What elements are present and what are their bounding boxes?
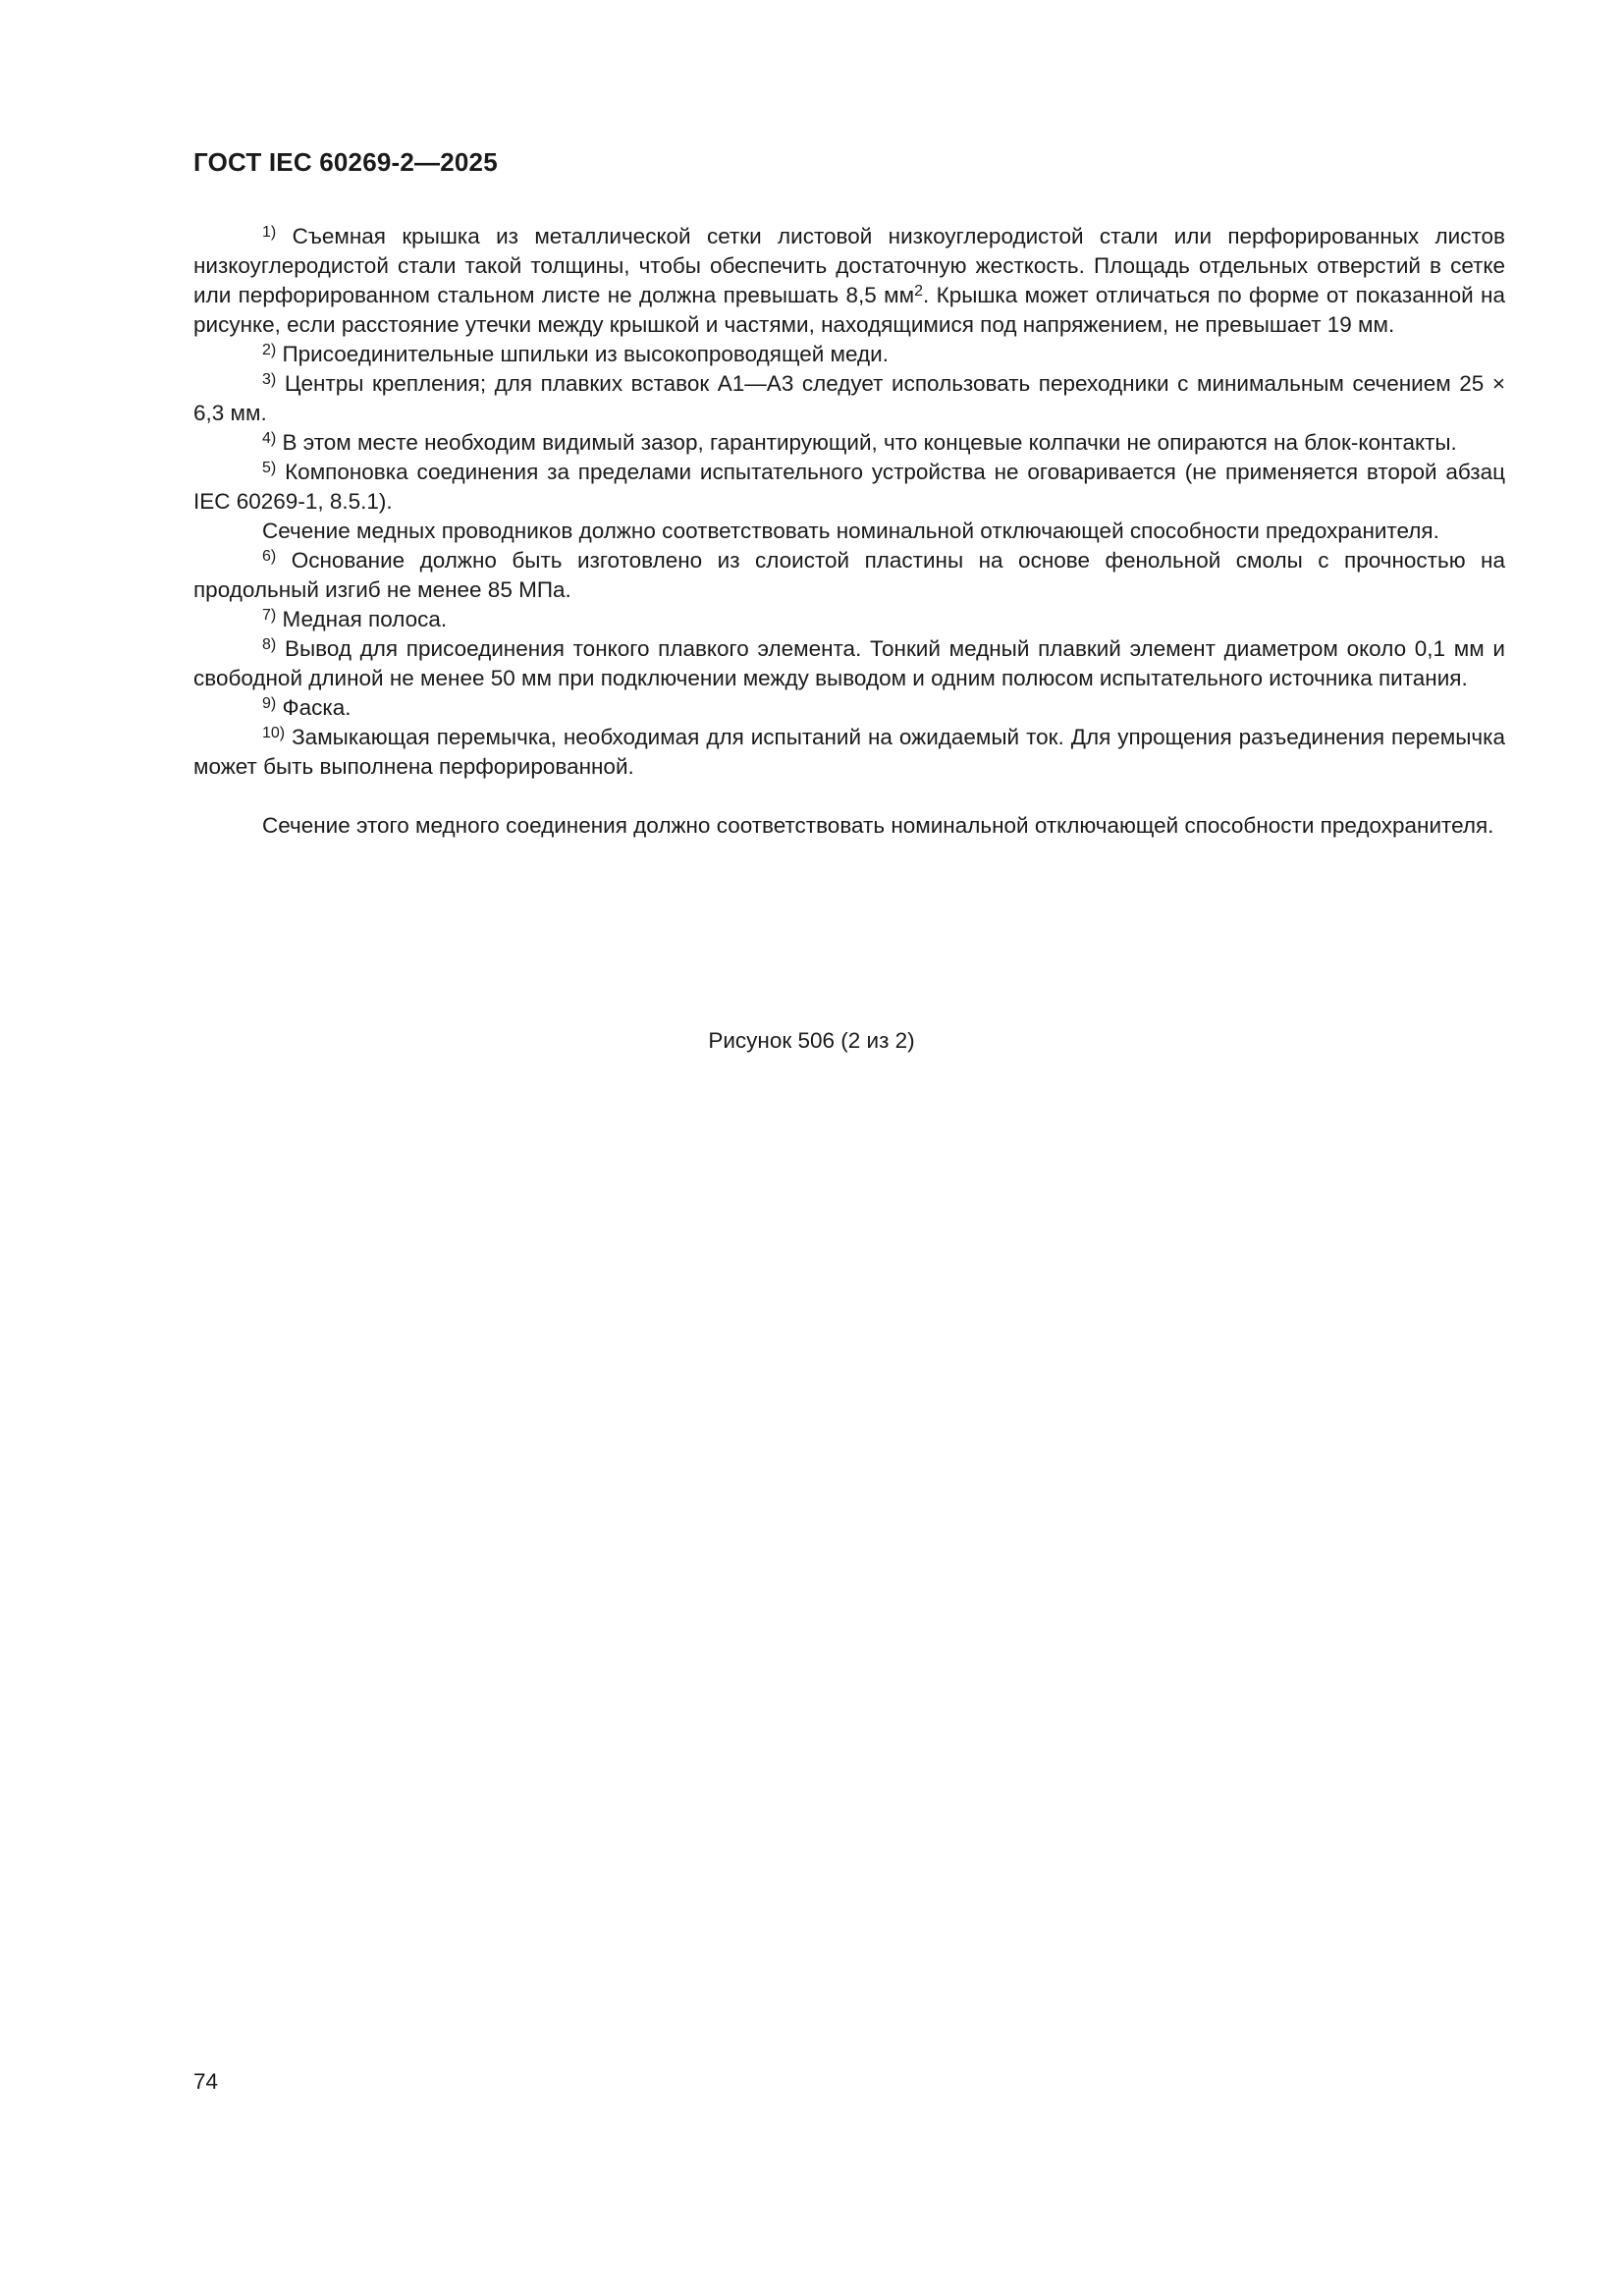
note-text: Компоновка соединения за пределами испытательного устройства не оговаривается (не применяется второй абзац IEC 60269-1, 8.5.1). [193, 460, 1505, 514]
note-text: Замыкающая перемычка, необходимая для испытаний на ожидаемый ток. Для упрощения разъединения перемычка может быть выполнена перфорированной. [193, 725, 1505, 779]
note-text: В этом месте необходим видимый зазор, гарантирующий, что концевые колпачки не опираются на блок-контакты. [282, 430, 1457, 455]
paragraph-spacer [193, 782, 1505, 811]
note-marker: 8) [262, 636, 277, 653]
note-text: Медная полоса. [282, 607, 448, 631]
note-5 [193, 458, 1505, 517]
note-text: Съемная крышка из металлической сетки листовой низкоуглеродистой стали или перфорированных листов низкоуглеродистой стали такой толщины, чтобы обеспечить достаточную жесткость. Площадь отдельных отверстий в сетке или перфорированном стальном листе не должна превышать 8,5 мм [193, 224, 1505, 307]
note-text: Центры крепления; для плавких вставок А1—А3 следует использовать переходники с минимальным сечением 25 × 6,3 мм. [193, 371, 1505, 425]
note-marker: 9) [262, 695, 277, 712]
note-marker: 5) [262, 460, 277, 476]
note-4 [193, 428, 1505, 458]
note-3 [193, 369, 1505, 428]
figure-caption: Рисунок 506 (2 из 2) [708, 1028, 915, 1053]
note-marker: 6) [262, 548, 277, 565]
note-text: Сечение медных проводников должно соответствовать номинальной отключающей способности предохранителя. [262, 519, 1439, 543]
note-marker: 2) [262, 342, 277, 358]
note-8 [193, 634, 1505, 693]
note-marker: 4) [262, 430, 277, 447]
note-text: Присоединительные шпильки из высокопроводящей меди. [282, 342, 889, 366]
note-9 [193, 693, 1505, 723]
standard-designation: ГОСТ IEC 60269-2—2025 [193, 147, 498, 177]
note-2 [193, 340, 1505, 369]
note-7 [193, 605, 1505, 634]
note-text-tail: . Крышка может отличаться по форме от показанной на рисунке, если расстояние утечки между крышкой и частями, находящимися под напряжением, не превышает 19 мм. [193, 283, 1505, 337]
note-10 [193, 723, 1505, 782]
unit-exponent: 2 [914, 283, 923, 300]
note-marker: 3) [262, 371, 277, 388]
note-marker: 7) [262, 607, 277, 624]
note-text: Вывод для присоединения тонкого плавкого элемента. Тонкий медный плавкий элемент диаметром около 0,1 мм и свободной длиной не менее 50 мм при подключении между выводом и одним полюсом испытательного источника питания. [193, 636, 1505, 690]
note-1 [193, 222, 1505, 340]
page-number: 74 [193, 2069, 219, 2094]
note-marker: 1) [262, 224, 277, 241]
figure-notes [193, 222, 1505, 841]
note-6 [193, 546, 1505, 605]
closing-paragraph: Сечение этого медного соединения должно соответствовать номинальной отключающей способности предохранителя. [262, 813, 1494, 838]
note-text: Фаска. [282, 695, 352, 720]
note-5-continuation [193, 517, 1505, 546]
note-marker: 10) [262, 725, 286, 741]
note-text: Основание должно быть изготовлено из слоистой пластины на основе фенольной смолы с прочностью на продольный изгиб не менее 85 МПа. [193, 548, 1505, 602]
